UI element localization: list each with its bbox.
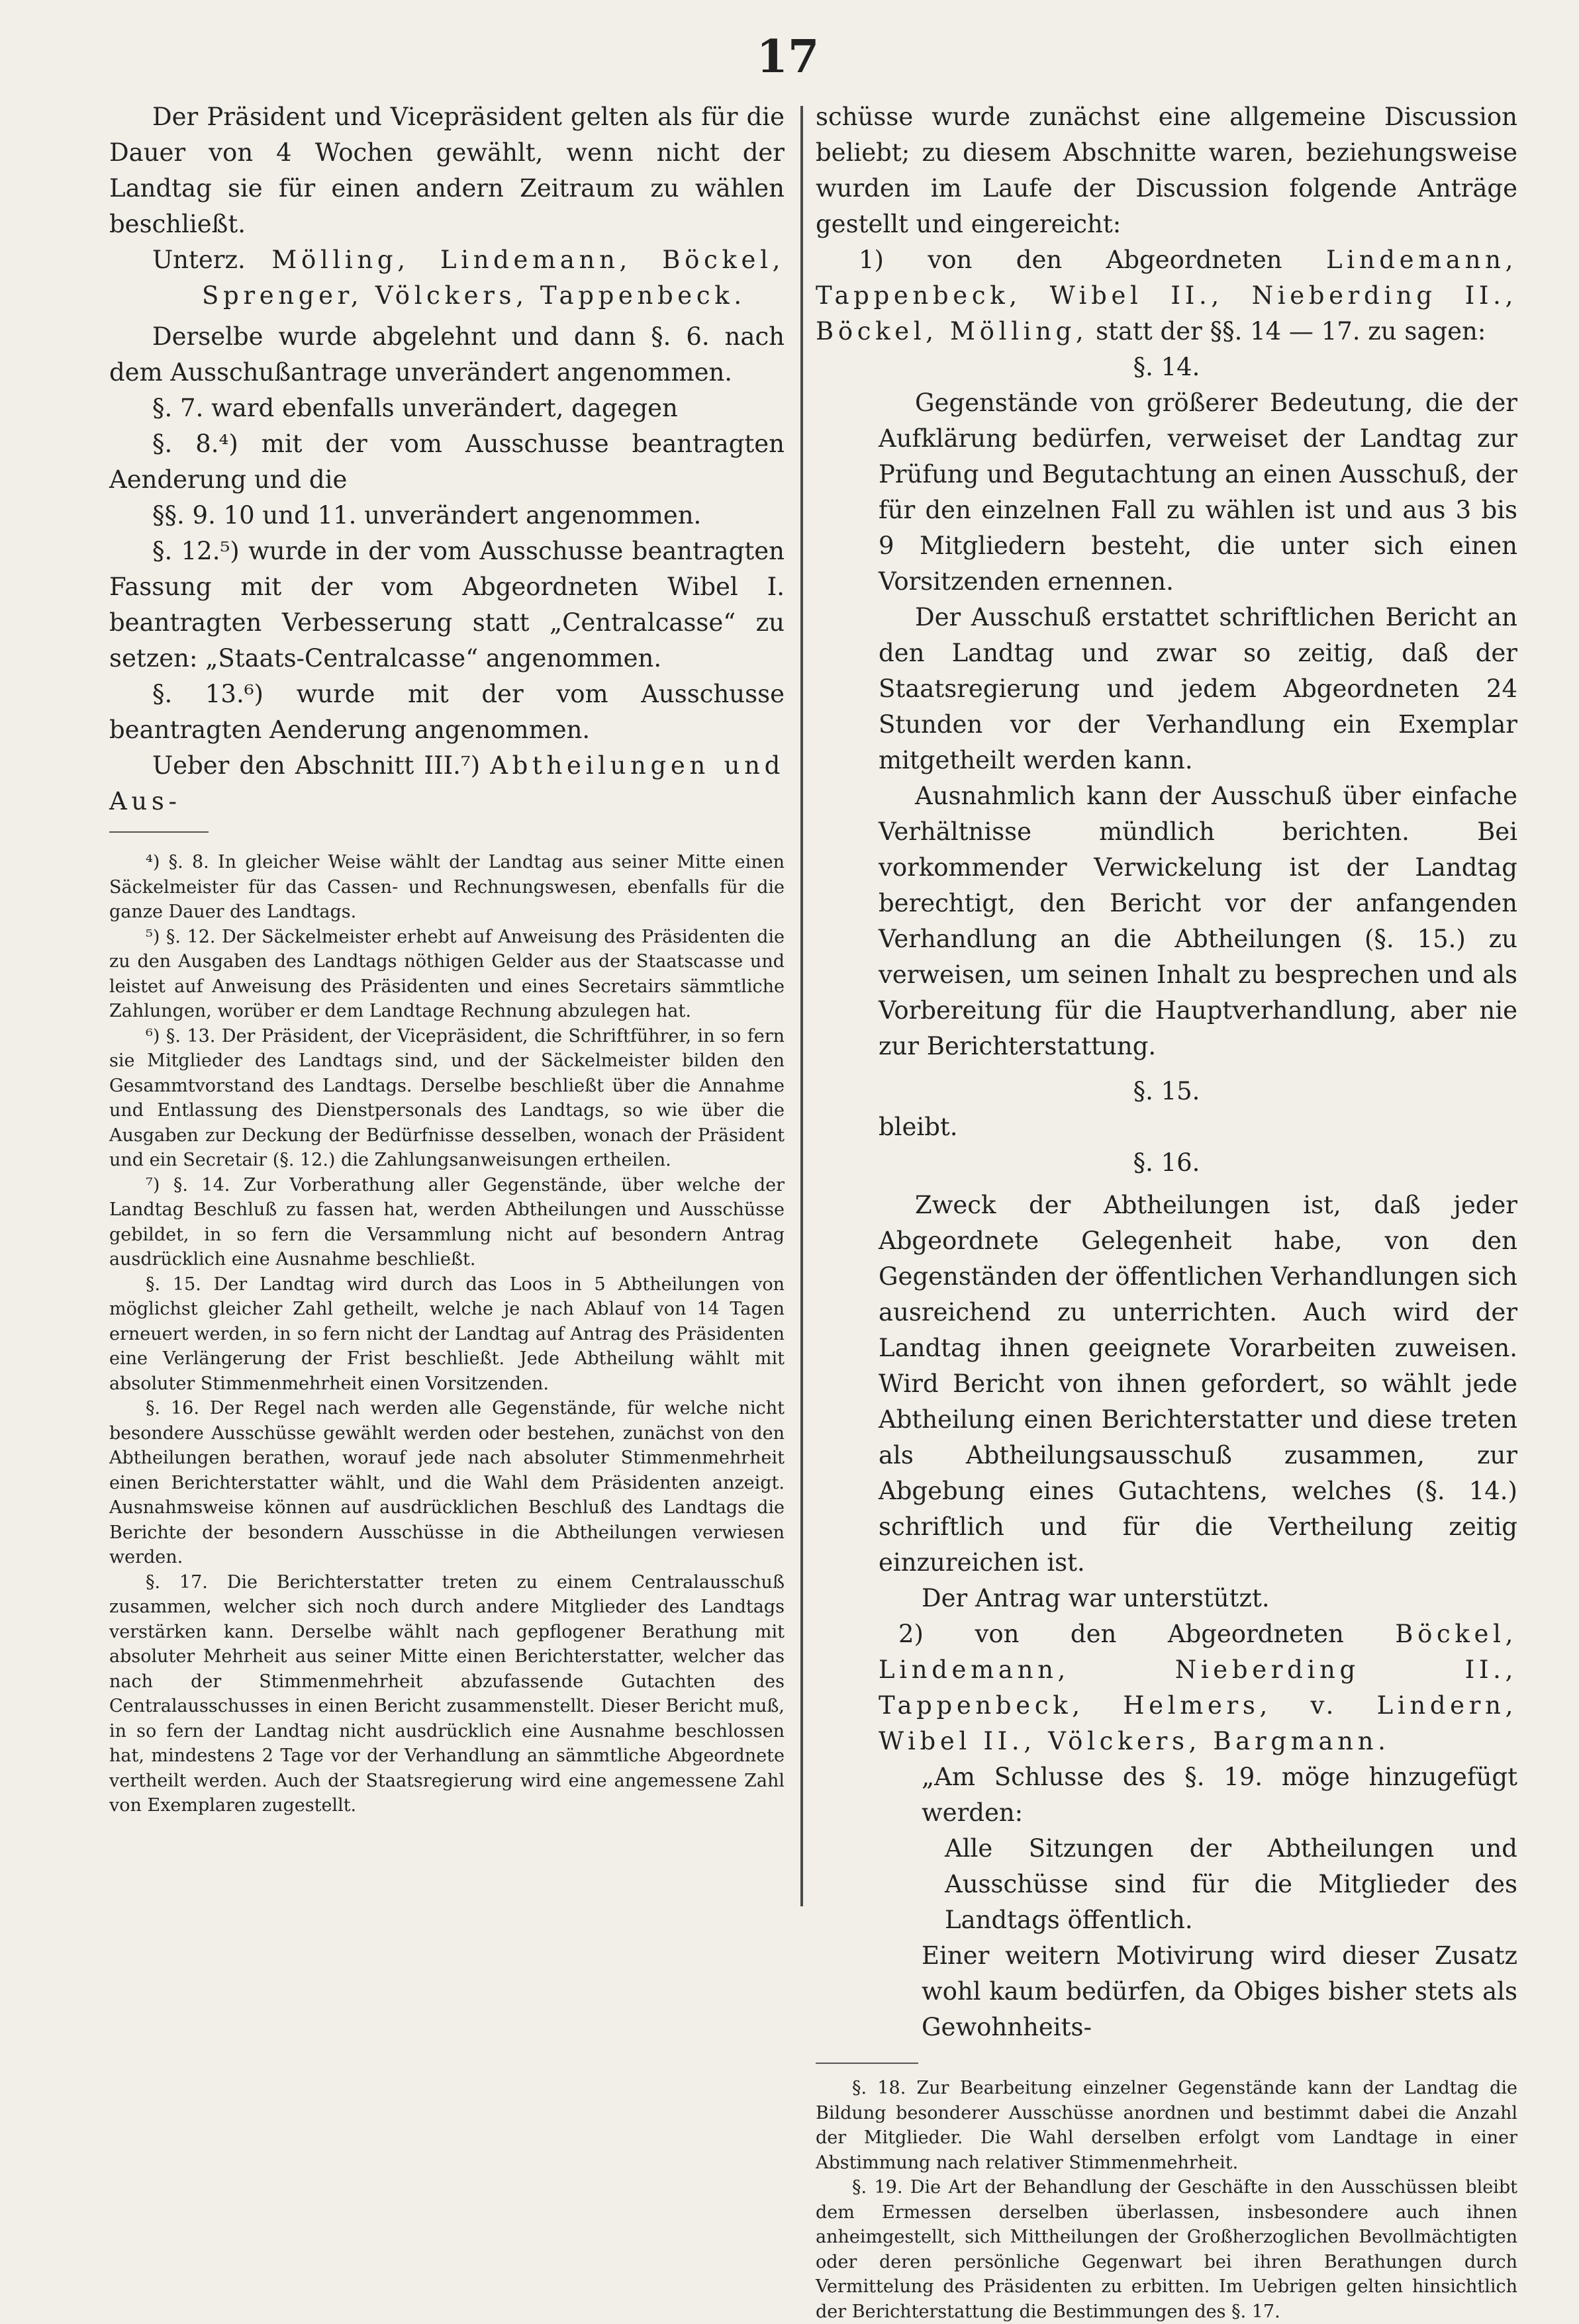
motion-1-tail: statt der §§. 14 — 17. zu sagen: — [1096, 317, 1486, 346]
paragraph-rejected: Derselbe wurde abgelehnt und dann §. 6. nach dem Ausschußantrage unverändert angenommen. — [109, 322, 785, 387]
right-column — [816, 99, 1517, 2322]
paragraph-motivation: Einer weitern Motivirung wird dieser Zusatz wohl kaum bedürfen, da Obiges bisher stets als Gewohnheits- — [922, 1941, 1517, 2041]
footnote-6: ⁶) §. 13. Der Präsident, der Vicepräsident, die Schriftführer, in so fern sie Mitglieder des Landtags sind, und der Säckelmeister bilden den Gesammtvorstand des Landtags. Derselbe beschließt über die Annahme und Entlassung des Dienstpersonals des Landtags, so wie über die Ausgaben zur Deckung der Bedürfnisse desselben, wonach der Präsident und ein Secretair (§. 12.) die Zahlungsanweisungen ertheilen. — [109, 1025, 785, 1170]
paragraph-s13: §. 13.⁶) wurde mit der vom Ausschusse beantragten Aenderung angenommen. — [109, 680, 785, 744]
paragraph-s12: §. 12.⁵) wurde in der vom Ausschusse beantragten Fassung mit der vom Abgeordneten Wibel I. beantragten Verbesserung statt „Centralcasse“ zu setzen: „Staats-Centralcasse“ angenommen. — [109, 537, 785, 673]
motion-2-names: Böckel, Lindemann, Nieberding II., Tappenbeck, Helmers, v. Lindern, Wibel II., Völckers, Bargmann. — [879, 1620, 1517, 1755]
signers-names: Mölling, Lindemann, Böckel, Sprenger, Völckers, Tappenbeck. — [202, 246, 785, 310]
signers-line — [109, 242, 785, 314]
s14-paragraph-2: Der Ausschuß erstattet schriftlichen Bericht an den Landtag und zwar so zeitig, daß der Staatsregierung und jedem Abgeordneten 24 Stunden vor der Verhandlung ein Exemplar mitgetheilt werden kann. — [879, 603, 1517, 774]
footnote-s15: §. 15. Der Landtag wird durch das Loos in 5 Abtheilungen von möglichst gleicher Zahl getheilt, welche je nach Ablauf von 14 Tagen erneuert werden, in so fern nicht der Landtag auf Antrag des Präsidenten eine Verlängerung der Frist beschließt. Jede Abtheilung wählt mit absoluter Stimmenmehrheit einen Vorsitzenden. — [109, 1274, 785, 1394]
s15-text: bleibt. — [879, 1113, 958, 1141]
motion-2 — [816, 1616, 1517, 1759]
footnote-separator-right — [816, 2063, 918, 2064]
motion-1 — [816, 242, 1517, 349]
section3-prefix: Ueber den Abschnitt III.⁷) — [152, 751, 481, 780]
column-divider — [800, 106, 803, 1906]
s14-paragraph-1: Gegenstände von größerer Bedeutung, die der Aufklärung bedürfen, verweiset der Landtag zur Prüfung und Begutachtung an einen Ausschuß, der für den einzelnen Fall zu wählen ist und aus 3 bis 9 Mitgliedern besteht, die unter sich einen Vorsitzenden ernennen. — [879, 389, 1517, 596]
signers-label: Unterz. — [152, 246, 246, 274]
footnote-s18: §. 18. Zur Bearbeitung einzelner Gegenstände kann der Landtag die Bildung besonderer Ausschüsse anordnen und bestimmt dabei die Anzahl der Mitglieder. Die Wahl derselben erfolgt vom Landtage in einer Abstimmung nach relativer Stimmenmehrheit. — [816, 2078, 1517, 2173]
paragraph-section3 — [109, 748, 785, 819]
paragraph-s7: §. 7. ward ebenfalls unverändert, dagegen — [152, 394, 678, 422]
footnote-4: ⁴) §. 8. In gleicher Weise wählt der Landtag aus seiner Mitte einen Säckelmeister für das Cassen- und Rechnungswesen, ebenfalls für die ganze Dauer des Landtags. — [109, 852, 785, 922]
intro-paragraph: Der Präsident und Vicepräsident gelten als für die Dauer von 4 Wochen gewählt, wenn nicht der Landtag sie für einen andern Zeitraum zu wählen beschließt. — [109, 103, 785, 238]
footnote-7: ⁷) §. 14. Zur Vorberathung aller Gegenstände, über welche der Landtag Beschluß zu fassen hat, werden Abtheilungen und Ausschüsse gebildet, in so fern die Versammlung nicht auf besondern Antrag ausdrücklich eine Ausnahme beschließt. — [109, 1174, 785, 1270]
motion-2-intro: 2) von den Abgeordneten — [898, 1620, 1344, 1648]
paragraph-s8: §. 8.⁴) mit der vom Ausschusse beantragten Aenderung und die — [109, 430, 785, 494]
heading-s16: §. 16. — [1133, 1148, 1200, 1177]
motion-1-intro: 1) von den Abgeordneten — [859, 246, 1282, 274]
footnote-5: ⁵) §. 12. Der Säckelmeister erhebt auf Anweisung des Präsidenten die zu den Ausgaben des Landtags nöthigen Gelder aus der Staatscasse und leistet auf Anweisung des Präsidenten und eines Secretairs sämmtliche Zahlungen, worüber er dem Landtage Rechnung abzulegen hat. — [109, 926, 785, 1021]
page-number: 17 — [756, 30, 820, 83]
paragraph-continue: schüsse wurde zunächst eine allgemeine Discussion beliebt; zu diesem Abschnitte waren, beziehungsweise wurden im Laufe der Discussion folgende Anträge gestellt und eingereicht: — [816, 103, 1517, 238]
footnote-s19: §. 19. Die Art der Behandlung der Geschäfte in den Ausschüssen bleibt dem Ermessen derselben überlassen, insbesondere auch ihnen anheimgestellt, sich Mittheilungen der Großherzoglichen Bevollmächtigten oder deren persönliche Gegenwart bei ihren Berathungen durch Vermittelung des Präsidenten zu erbitten. Im Uebrigen gelten hinsichtlich der Berichterstattung die Bestimmungen des §. 17. — [816, 2177, 1517, 2322]
footnote-s16: §. 16. Der Regel nach werden alle Gegenstände, für welche nicht besondere Ausschüsse gewählt werden oder bestehen, zunächst von den Abtheilungen berathen, worauf jede nach absoluter Stimmenmehrheit einen Berichterstatter wählt, und die Wahl dem Präsidenten anzeigt. Ausnahmsweise können auf ausdrücklichen Beschluß des Landtags die Berichte der besondern Ausschüsse in die Abtheilungen verwiesen werden. — [109, 1398, 785, 1567]
motion-2-quote: „Am Schlusse des §. 19. möge hinzugefügt werden: — [922, 1763, 1517, 1827]
footnote-separator — [109, 831, 209, 833]
paragraph-s9: §§. 9. 10 und 11. unverändert angenommen. — [152, 501, 702, 530]
motion-1-names: Lindemann, Tappenbeck, Wibel II., Nieberding II., Böckel, Mölling, — [816, 246, 1517, 346]
s16-paragraph: Zweck der Abtheilungen ist, daß jeder Abgeordnete Gelegenheit habe, von den Gegenständen der öffentlichen Verhandlungen sich ausreichend zu unterrichten. Auch wird der Landtag ihnen geeignete Vorarbeiten zuweisen. Wird Bericht von ihnen gefordert, so wählt jede Abtheilung einen Berichterstatter und diese treten als Abtheilungsausschuß zusammen, zur Abgebung eines Gutachtens, welches (§. 14.) schriftlich und für die Vertheilung zeitig einzureichen ist. — [879, 1191, 1517, 1577]
section3-title: Abtheilungen und Aus- — [109, 751, 785, 815]
s14-paragraph-3: Ausnahmlich kann der Ausschuß über einfache Verhältnisse mündlich berichten. Bei vorkommender Verwickelung ist der Landtag berechtigt, den Bericht vor der anfangenden Verhandlung an die Abtheilungen (§. 15.) zu verweisen, um seinen Inhalt zu besprechen und als Vorbereitung für die Hauptverhandlung, aber nie zur Berichterstattung. — [879, 782, 1517, 1060]
motion-2-quote-body: Alle Sitzungen der Abtheilungen und Ausschüsse sind für die Mitglieder des Landtags öffentlich. — [945, 1834, 1517, 1934]
left-column — [109, 99, 785, 1979]
heading-s15: §. 15. — [1133, 1077, 1200, 1105]
heading-s14: §. 14. — [1133, 353, 1200, 381]
paragraph-supported: Der Antrag war unterstützt. — [922, 1584, 1270, 1612]
footnote-s17: §. 17. Die Berichterstatter treten zu einem Centralausschuß zusammen, welcher sich noch durch andere Mitglieder des Landtags verstärken kann. Derselbe wählt nach gepflogener Berathung mit absoluter Mehrheit aus seiner Mitte einen Berichterstatter, welcher das nach der Stimmenmehrheit abzufassende Gutachten des Centralausschusses in einen Bericht zusammenstellt. Dieser Bericht muß, in so fern der Landtag nicht ausdrücklich eine Ausnahme beschlossen hat, mindestens 2 Tage vor der Verhandlung an sämmtliche Abgeordnete vertheilt werden. Auch der Staatsregierung wird eine angemessene Zahl von Exemplaren zugestellt. — [109, 1571, 785, 1816]
